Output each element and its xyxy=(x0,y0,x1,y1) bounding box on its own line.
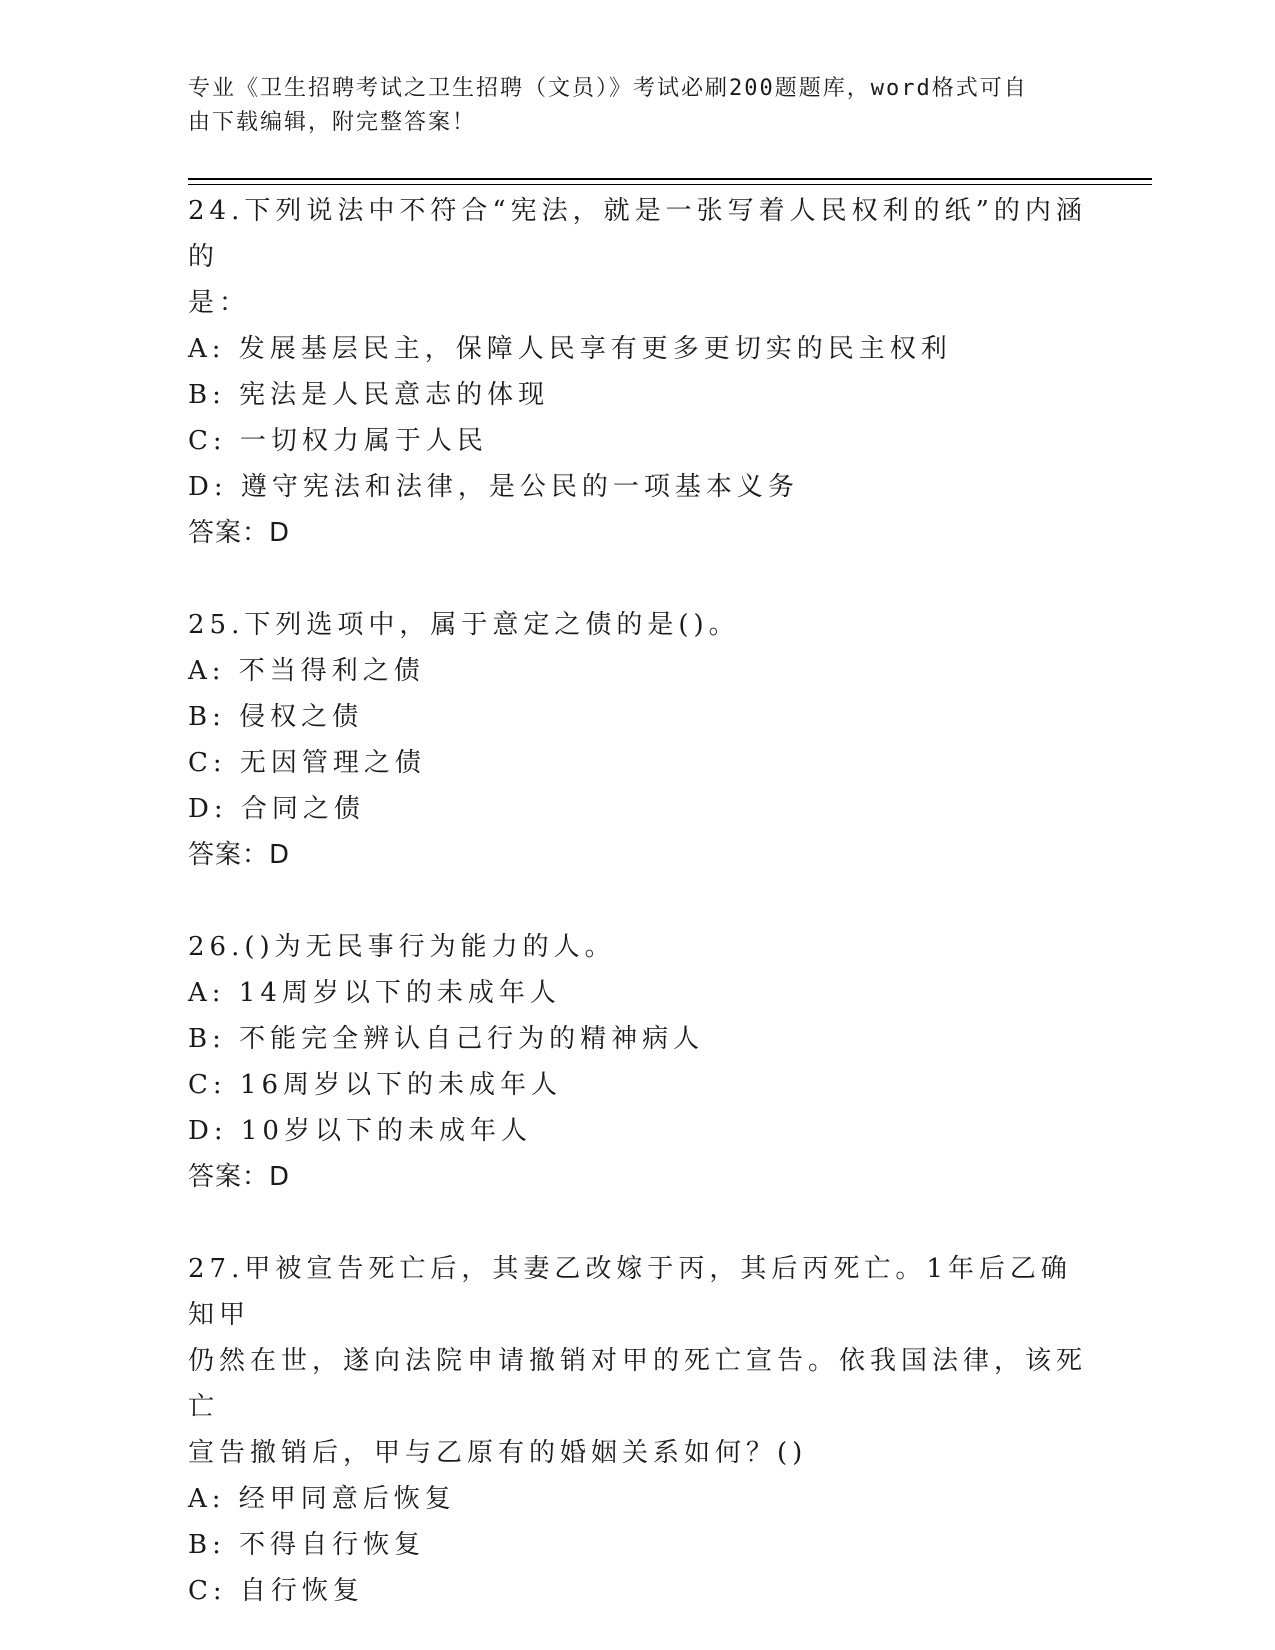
question-26 xyxy=(188,924,1088,1200)
document-header xyxy=(188,72,1088,140)
question-25 xyxy=(188,602,1088,878)
answer-label: 答案：D xyxy=(188,1162,291,1192)
option-c: C: 无因管理之债 xyxy=(188,748,426,778)
option-a: A: 发展基层民主，保障人民享有更多更切实的民主权利 xyxy=(188,334,952,364)
question-spacer xyxy=(188,1200,1088,1246)
option-d: D: 10岁以下的未成年人 xyxy=(188,1116,532,1146)
option-b: B: 不能完全辨认自己行为的精神病人 xyxy=(188,1024,705,1054)
option-d: D: 遵守宪法和法律，是公民的一项基本义务 xyxy=(188,472,799,502)
header-divider-thick xyxy=(188,178,1152,180)
option-b: B: 不得自行恢复 xyxy=(188,1530,426,1560)
option-a: A: 经甲同意后恢复 xyxy=(188,1484,456,1514)
option-c: C: 自行恢复 xyxy=(188,1576,364,1606)
question-stem-line: 27.甲被宣告死亡后，其妻乙改嫁于丙，其后丙死亡。1年后乙确知甲 xyxy=(188,1254,1072,1330)
option-a: A: 14周岁以下的未成年人 xyxy=(188,978,561,1008)
option-c: C: 16周岁以下的未成年人 xyxy=(188,1070,563,1100)
question-24 xyxy=(188,188,1088,556)
question-spacer xyxy=(188,556,1088,602)
answer-label: 答案：D xyxy=(188,840,291,870)
option-a: A: 不当得利之债 xyxy=(188,656,425,686)
header-line-1: 专业《卫生招聘考试之卫生招聘（文员）》考试必刷200题题库，word格式可自 xyxy=(188,76,1028,101)
question-stem-line: 宣告撤销后，甲与乙原有的婚姻关系如何？() xyxy=(188,1438,808,1468)
question-spacer xyxy=(188,878,1088,924)
question-27 xyxy=(188,1246,1088,1614)
option-d: D: 合同之债 xyxy=(188,794,365,824)
question-stem-line: 25.下列选项中，属于意定之债的是()。 xyxy=(188,610,740,640)
question-stem-line: 24.下列说法中不符合“宪法，就是一张写着人民权利的纸”的内涵的 xyxy=(188,196,1087,272)
header-line-2: 由下载编辑，附完整答案！ xyxy=(188,110,477,135)
question-stem-line: 26.()为无民事行为能力的人。 xyxy=(188,932,616,962)
option-b: B: 宪法是人民意志的体现 xyxy=(188,380,550,410)
question-list xyxy=(188,188,1088,1614)
answer-label: 答案：D xyxy=(188,518,291,548)
option-c: C: 一切权力属于人民 xyxy=(188,426,488,456)
question-stem-line: 仍然在世，遂向法院申请撤销对甲的死亡宣告。依我国法律，该死亡 xyxy=(188,1346,1088,1422)
question-stem-line: 是： xyxy=(188,288,251,318)
option-b: B: 侵权之债 xyxy=(188,702,364,732)
header-divider-thin xyxy=(188,184,1152,185)
